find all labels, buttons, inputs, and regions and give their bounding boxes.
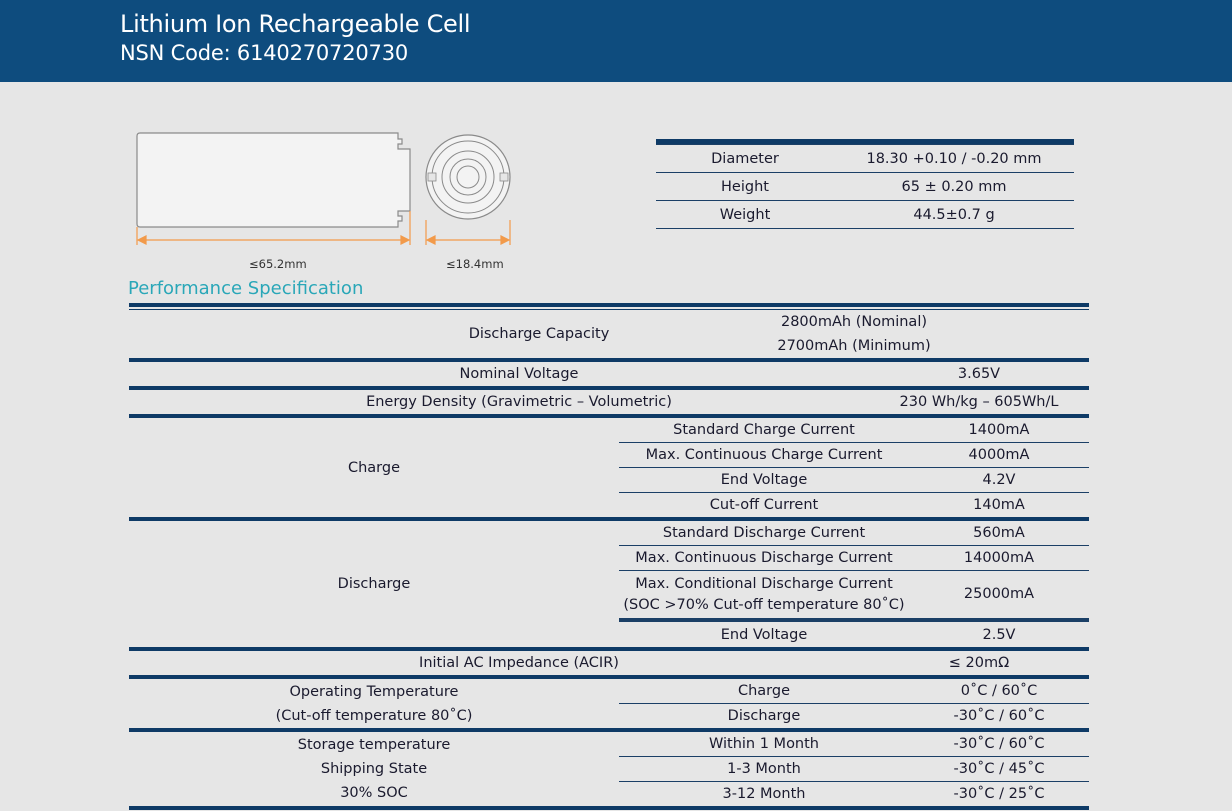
spec-value: 1400mA [968,422,1030,438]
spec-label: 1-3 Month [727,761,801,777]
capacity-minimum: 2700mAh (Minimum) [777,338,931,354]
discharge-capacity-label: Discharge Capacity [468,326,610,342]
discharge-group [129,521,1089,647]
spec-value: 4.2V [982,472,1016,488]
cell-side-view [137,133,410,227]
cell-drawing [130,125,530,255]
diameter-dimension-line [426,220,510,245]
nominal-voltage-label: Nominal Voltage [459,366,579,382]
impedance-label: Initial AC Impedance (ACIR) [419,655,619,671]
table-row [129,390,1089,414]
spec-label: Discharge [727,708,801,724]
section-title: Performance Specification [128,278,364,299]
spec-value: 25000mA [963,586,1035,602]
energy-density-label: Energy Density (Gravimetric – Volumetric) [366,394,672,410]
spec-value: 140mA [973,497,1025,513]
table-row [619,443,1089,468]
spec-label: Within 1 Month [708,736,820,752]
shipping-label: Shipping State [320,761,428,777]
table-row [129,651,1089,675]
operating-temperature-group [129,679,1089,728]
dimension-value: 65 ± 0.20 mm [901,178,1007,195]
table-row [619,493,1089,517]
length-label: ≤65.2mm [249,257,307,271]
energy-density-value: 230 Wh/kg – 605Wh/L [899,394,1059,410]
diameter-label: ≤18.4mm [446,257,504,271]
spec-value: 2.5V [982,626,1016,643]
table-row [656,201,1074,229]
charge-label: Charge [347,459,401,476]
dimension-label: Weight [719,206,771,223]
table-row [619,679,1089,704]
impedance-value: ≤ 20mΩ [948,655,1010,671]
dimension-label: Diameter [711,150,779,167]
table-row [619,704,1089,728]
table-row [619,546,1089,571]
table-row [619,622,1089,647]
header-banner [0,0,1232,82]
spec-label: Charge [737,683,791,699]
table-row [129,362,1089,386]
dimension-value: 44.5±0.7 g [913,206,995,223]
table-row [619,521,1089,546]
table-row [656,145,1074,173]
dimension-value: 18.30 +0.10 / -0.20 mm [866,150,1042,167]
discharge-label: Discharge [337,576,411,592]
operating-label: Operating Temperature [289,683,459,700]
table-row [619,782,1089,806]
cell-end-view [426,135,510,219]
spec-label: 3-12 Month [722,786,806,802]
page-title: Lithium Ion Rechargeable Cell [120,10,471,38]
table-row [619,468,1089,493]
spec-value: 14000mA [963,550,1035,566]
spec-label: Max. Conditional Discharge Current [635,575,893,592]
storage-temperature-group [129,732,1089,806]
spec-value: -30˚C / 60˚C [953,708,1045,724]
spec-label: Cut-off Current [709,497,819,513]
spec-label-note: (SOC >70% Cut-off temperature 80˚C) [623,596,905,613]
performance-table [129,303,1089,810]
nsn-code: NSN Code: 6140270720730 [120,41,409,65]
table-row [656,173,1074,201]
spec-value: 560mA [973,525,1025,541]
table-row [619,757,1089,782]
spec-value: 4000mA [968,447,1030,463]
soc-label: 30% SOC [340,785,408,801]
table-row [619,732,1089,757]
spec-label: Standard Charge Current [673,422,855,438]
spec-label: Max. Continuous Discharge Current [635,550,893,566]
spec-label: End Voltage [720,626,808,643]
spec-label: Max. Continuous Charge Current [645,447,883,463]
table-row [619,418,1089,443]
spec-label: End Voltage [720,472,808,488]
storage-label: Storage temperature [297,737,451,753]
nominal-voltage-value: 3.65V [957,366,1001,382]
table-row [619,571,1089,622]
spec-label: Standard Discharge Current [662,525,866,541]
spec-value: -30˚C / 25˚C [953,786,1045,802]
spec-value: -30˚C / 45˚C [953,761,1045,777]
capacity-nominal: 2800mAh (Nominal) [780,314,928,330]
dimension-label: Height [721,178,769,195]
spec-value: -30˚C / 60˚C [953,736,1045,752]
operating-note: (Cut-off temperature 80˚C) [275,707,473,724]
charge-group [129,418,1089,517]
dimensions-table [656,139,1074,229]
spec-value: 0˚C / 60˚C [960,683,1038,699]
